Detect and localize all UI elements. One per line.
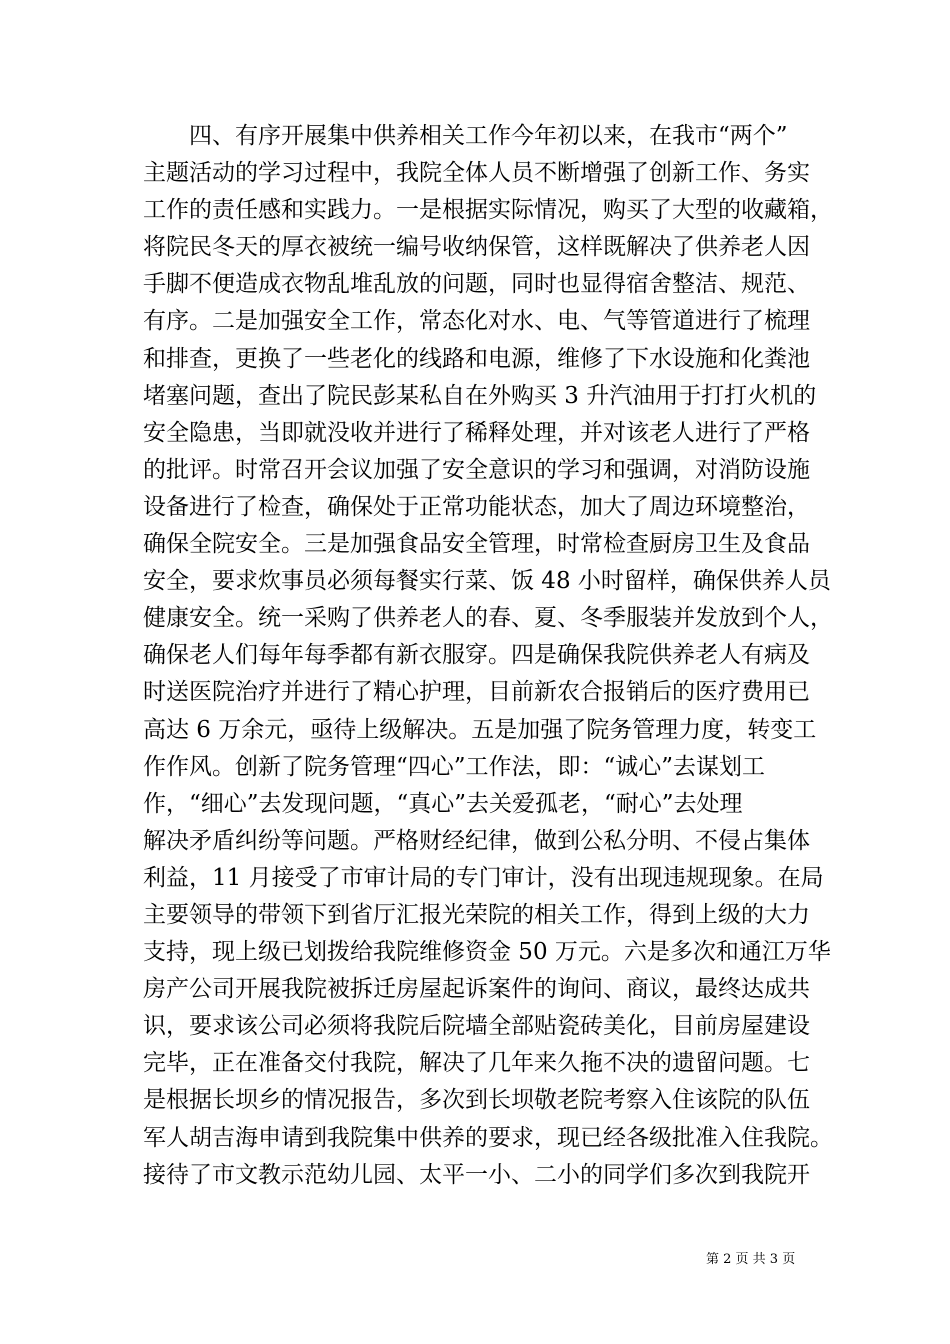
paragraph-line: 的批评。时常召开会议加强了安全意识的学习和强调，对消防设施 (143, 456, 810, 483)
paragraph-line: 时送医院治疗并进行了精心护理，目前新农合报销后的医疗费用已 (143, 679, 810, 706)
paragraph-line: 确保老人们每年每季都有新衣服穿。四是确保我院供养老人有病及 (143, 642, 810, 669)
paragraph-line: 工作的责任感和实践力。一是根据实际情况，购买了大型的收藏箱， (143, 197, 833, 224)
paragraph-line: 健康安全。统一采购了供养老人的春、夏、冬季服装并发放到个人， (143, 605, 833, 632)
paragraph-line: 手脚不便造成衣物乱堆乱放的问题，同时也显得宿舍整洁、规范、 (143, 271, 810, 298)
page-number-footer: 第 2 页 共 3 页 (706, 1252, 796, 1267)
paragraph-line: 和排查，更换了一些老化的线路和电源，维修了下水设施和化粪池 (143, 345, 810, 372)
paragraph-line: 接待了市文教示范幼儿园、太平一小、二小的同学们多次到我院开 (143, 1161, 810, 1188)
paragraph-line: 完毕，正在准备交付我院，解决了几年来久拖不决的遗留问题。七 (143, 1050, 810, 1077)
paragraph-line: 主要领导的带领下到省厅汇报光荣院的相关工作，得到上级的大力 (143, 901, 810, 928)
paragraph-line: 主题活动的学习过程中，我院全体人员不断增强了创新工作、务实 (143, 160, 810, 187)
paragraph-line: 解决矛盾纠纷等问题。严格财经纪律，做到公私分明、不侵占集体 (143, 827, 810, 854)
paragraph-line: 是根据长坝乡的情况报告，多次到长坝敬老院考察入住该院的队伍 (143, 1087, 810, 1114)
paragraph-line: 作，“细心”去发现问题，“真心”去关爱孤老，“耐心”去处理 (143, 790, 743, 817)
paragraph-line: 四、有序开展集中供养相关工作今年初以来，在我市“两个” (189, 123, 788, 149)
paragraph-line: 将院民冬天的厚衣被统一编号收纳保管，这样既解决了供养老人因 (143, 234, 810, 261)
paragraph-line: 有序。二是加强安全工作，常态化对水、电、气等管道进行了梳理 (143, 308, 810, 335)
paragraph-line: 堵塞问题，查出了院民彭某私自在外购买 3 升汽油用于打打火机的 (143, 382, 817, 409)
paragraph-line: 安全，要求炊事员必须每餐实行菜、饭 48 小时留样，确保供养人员 (143, 568, 831, 595)
paragraph-line: 军人胡吉海申请到我院集中供养的要求，现已经各级批准入住我院。 (143, 1124, 833, 1151)
paragraph-line: 安全隐患，当即就没收并进行了稀释处理，并对该老人进行了严格 (143, 419, 810, 446)
body-paragraph (143, 118, 833, 1194)
paragraph-line: 作作风。创新了院务管理“四心”工作法，即：“诚心”去谋划工 (143, 753, 766, 780)
paragraph-line: 利益，11 月接受了市审计局的专门审计，没有出现违规现象。在局 (143, 864, 824, 891)
paragraph-line: 设备进行了检查，确保处于正常功能状态，加大了周边环境整治， (143, 493, 810, 520)
paragraph-line: 识，要求该公司必须将我院后院墙全部贴瓷砖美化，目前房屋建设 (143, 1013, 810, 1040)
paragraph-line: 房产公司开展我院被拆迁房屋起诉案件的询问、商议，最终达成共 (143, 976, 810, 1003)
paragraph-line: 确保全院安全。三是加强食品安全管理，时常检查厨房卫生及食品 (143, 531, 810, 558)
paragraph-line: 高达 6 万余元，亟待上级解决。五是加强了院务管理力度，转变工 (143, 716, 817, 743)
paragraph-line: 支持，现上级已划拨给我院维修资金 50 万元。六是多次和通江万华 (143, 939, 831, 966)
